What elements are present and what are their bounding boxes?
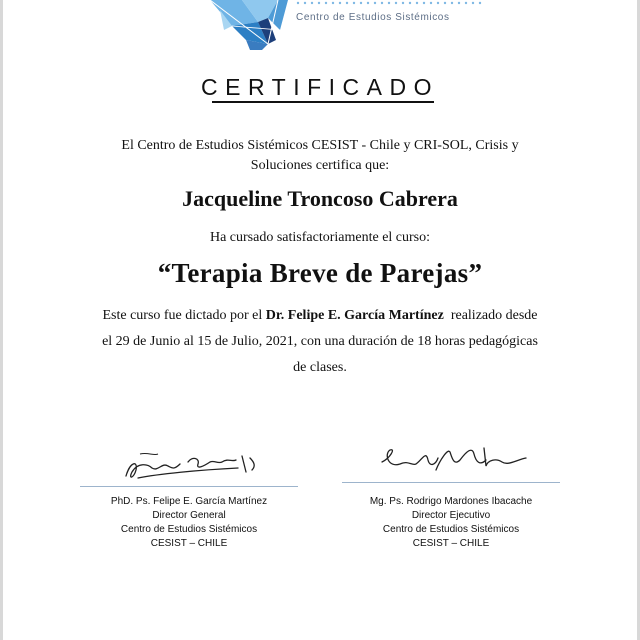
signatory-left-role: Director General xyxy=(152,510,226,521)
intro-line-2: Soluciones certifica que: xyxy=(250,158,390,173)
signatory-right-location: CESIST – CHILE xyxy=(412,538,490,549)
signature-right-icon xyxy=(376,438,536,478)
details-line-3: de clases. xyxy=(293,360,347,375)
course-title: “Terapia Breve de Parejas” xyxy=(157,258,483,288)
instructor-name: Dr. Felipe E. García Martínez xyxy=(265,308,444,323)
intro-paragraph xyxy=(0,136,640,176)
details-part-1: Este curso fue dictado por el xyxy=(102,308,266,323)
completed-text: Ha cursado satisfactoriamente el curso: xyxy=(209,230,431,245)
recipient-name: Jacqueline Troncoso Cabrera xyxy=(182,186,458,211)
signatory-right xyxy=(342,495,560,551)
signature-left-icon xyxy=(118,448,268,486)
signatory-left-institution: Centro de Estudios Sistémicos xyxy=(120,524,258,535)
signatory-left-location: CESIST – CHILE xyxy=(150,538,228,549)
details-part-2: realizado desde xyxy=(443,308,538,323)
signatory-right-role: Director Ejecutivo xyxy=(411,510,491,521)
signatory-right-name: Mg. Ps. Rodrigo Mardones Ibacache xyxy=(369,496,533,507)
signature-line-left xyxy=(80,486,298,487)
signatory-right-institution: Centro de Estudios Sistémicos xyxy=(382,524,520,535)
details-line-1 xyxy=(0,303,640,329)
details-line-2: el 29 de Junio al 15 de Julio, 2021, con una duración de 18 horas pedagógicas xyxy=(102,334,538,349)
signatory-left xyxy=(80,495,298,551)
certificate-title: CERTIFICADO xyxy=(201,74,439,100)
organization-name: Centro de Estudios Sistémicos xyxy=(296,12,450,23)
details-paragraph xyxy=(0,303,640,381)
cesist-logo-icon xyxy=(150,0,490,50)
signature-line-right xyxy=(342,482,560,483)
signatory-left-name: PhD. Ps. Felipe E. García Martínez xyxy=(110,496,268,507)
title-underline xyxy=(212,101,434,103)
intro-line-1: El Centro de Estudios Sistémicos CESIST - Chile y CRI-SOL, Crisis y xyxy=(121,138,519,153)
